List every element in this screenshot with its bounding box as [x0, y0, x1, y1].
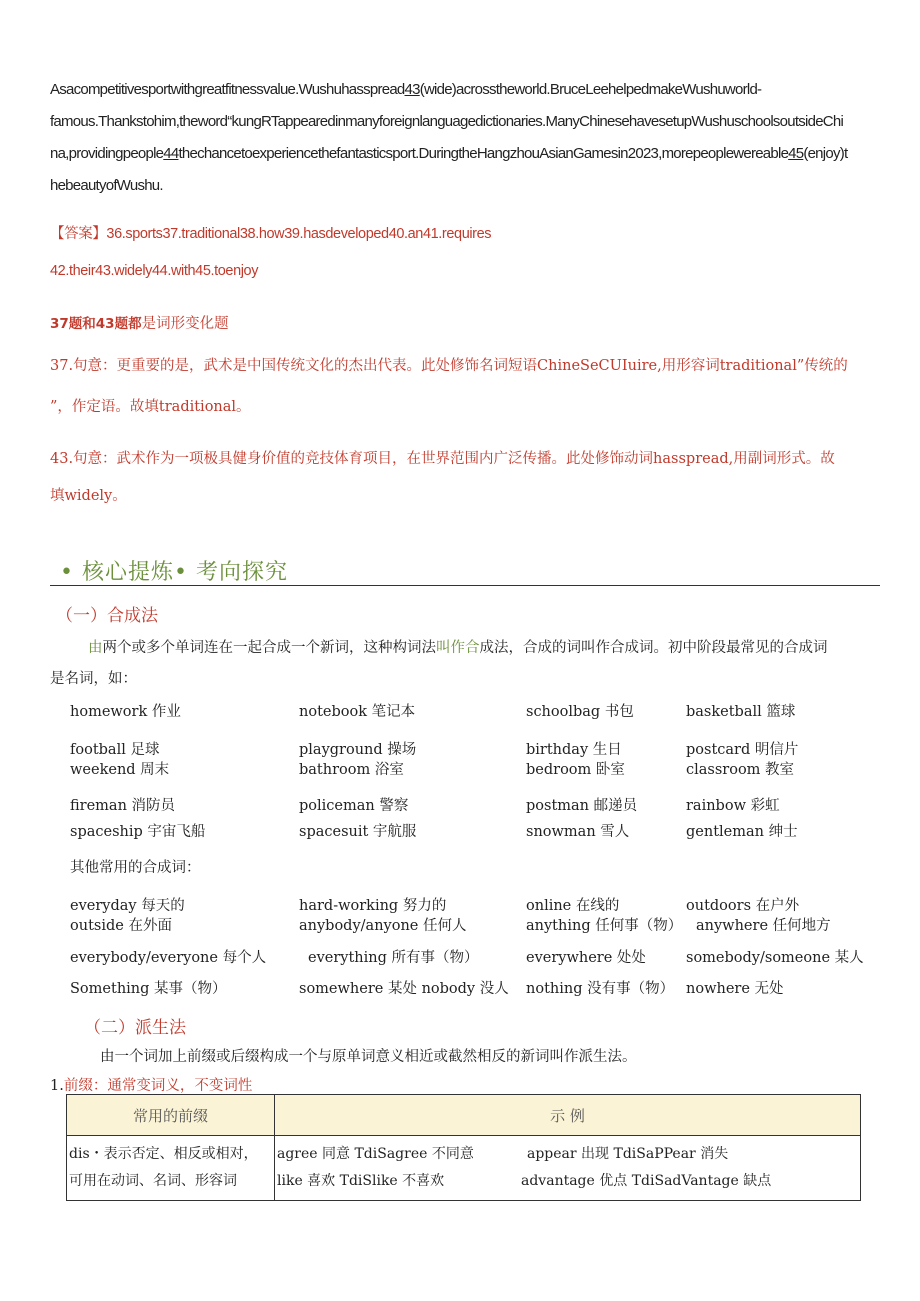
intro-text: 两个或多个单词连在一起合成一个新词，这种构词法 — [102, 640, 436, 656]
compound-word: nowhere 无处 — [686, 981, 784, 997]
other-compounds-label: 其他常用的合成词： — [70, 860, 201, 876]
passage-text: famous.Thankstohim,theword“kungRTappearedinmanyforeignlanguagedictionaries.ManyChinesehavesetupWushuschoolsoutsideChi — [50, 113, 844, 130]
note-43-line-1: 43.句意：武术作为一项极具健身价值的竞技体育项目，在世界范围内广泛传播。此处修饰动词hasspread,用副词形式。故 — [50, 451, 835, 467]
compound-word: spaceship 宇宙飞船 — [70, 824, 206, 840]
prefix-description-cell — [67, 1136, 275, 1201]
compound-word: basketball 篮球 — [686, 704, 796, 720]
compound-word: everybody/everyone 每个人 — [70, 950, 267, 966]
passage-text: (enjoy)t — [803, 145, 848, 162]
subsection-compound-title: （一）合成法 — [56, 606, 158, 626]
answer-label: 【答案】 — [50, 226, 107, 242]
compound-word: policeman 警察 — [299, 798, 409, 814]
compound-intro-line-2: 是名词，如： — [50, 671, 137, 687]
passage-text: na,providingpeople — [50, 145, 164, 162]
compound-word: outdoors 在户外 — [686, 898, 800, 914]
compound-word: schoolbag 书包 — [526, 704, 634, 720]
passage-text: Asacompetitivesportwithgreatfitnessvalue.Wushuhasspread — [50, 81, 405, 98]
notes-heading — [50, 312, 229, 333]
passage-text: (wide)acrosstheworld.BruceLeehelpedmakeWushuworld- — [419, 81, 762, 98]
intro-green-text: 叫作合 — [436, 640, 480, 656]
compound-word: homework 作业 — [70, 704, 181, 720]
prefix-examples-cell — [275, 1136, 861, 1201]
compound-word: somewhere 某处 nobody 没人 — [299, 981, 509, 997]
prefix-heading — [50, 1074, 252, 1095]
table-header-prefix: 常用的前缀 — [67, 1095, 275, 1136]
compound-word: everything 所有事（物） — [308, 950, 479, 966]
passage-line-3 — [50, 138, 880, 170]
example-item: like 喜欢 TdiSlike 不喜欢 — [277, 1173, 445, 1189]
compound-word: playground 操场 — [299, 742, 417, 758]
compound-word: Something 某事（物） — [70, 981, 227, 997]
blank-number-44: 44 — [163, 145, 179, 162]
table-row — [67, 1136, 861, 1201]
derivation-intro: 由一个词加上前缀或后缀构成一个与原单词意义相近或截然相反的新词叫作派生法。 — [100, 1049, 637, 1065]
subsection-derivation-title: （二）派生法 — [84, 1018, 186, 1038]
note-37-line-2: ”，作定语。故填traditional。 — [50, 399, 251, 415]
intro-text: 成法，合成的词叫作合成词。初中阶段最常见的合成词 — [479, 640, 828, 656]
blank-number-45: 45 — [788, 145, 804, 162]
passage-line-4: hebeautyofWushu. — [50, 177, 163, 194]
compound-word: fireman 消防员 — [70, 798, 176, 814]
passage-line-2 — [50, 106, 880, 138]
example-item: agree 同意 TdiSagree 不同意 — [277, 1146, 474, 1162]
blank-number-43: 43 — [404, 81, 420, 98]
section-title: • 核心提炼• 考向探究 — [60, 560, 288, 585]
answer-line-2: 42.their43.widely44.with45.toenjoy — [50, 263, 259, 279]
prefix-heading-number: 1. — [50, 1078, 64, 1094]
prefix-heading-text: 前缀：通常变词义，不变词性 — [63, 1078, 253, 1094]
compound-word: online 在线的 — [526, 898, 620, 914]
answer-line-1 — [50, 222, 491, 243]
compound-word: nothing 没有事（物） — [526, 981, 675, 997]
compound-word: classroom 教室 — [686, 762, 795, 778]
compound-word: birthday 生日 — [526, 742, 622, 758]
note-43-line-2: 填widely。 — [50, 488, 127, 504]
compound-word: weekend 周末 — [70, 762, 170, 778]
compound-intro-line-1 — [88, 636, 828, 657]
compound-word: spacesuit 宇航服 — [299, 824, 417, 840]
prefix-description-line: dis・表示否定、相反或相对， — [69, 1146, 258, 1162]
compound-word: anything 任何事（物） — [526, 918, 683, 934]
compound-word: anybody/anyone 任何人 — [299, 918, 467, 934]
compound-word: hard-working 努力的 — [299, 898, 447, 914]
notes-heading-bold: 37题和43题都 — [50, 316, 142, 332]
compound-word: gentleman 绅士 — [686, 824, 798, 840]
example-item: advantage 优点 TdiSadVantage 缺点 — [521, 1173, 772, 1189]
passage-line-1 — [50, 74, 880, 106]
compound-word: postcard 明信片 — [686, 742, 799, 758]
answer-text: 36.sports37.traditional38.how39.hasdeveloped40.an41.requires — [106, 226, 492, 242]
compound-word: rainbow 彩虹 — [686, 798, 780, 814]
compound-word: everywhere 处处 — [526, 950, 646, 966]
compound-word: bedroom 卧室 — [526, 762, 625, 778]
compound-word: snowman 雪人 — [526, 824, 630, 840]
example-item: appear 出现 TdiSaPPear 消失 — [527, 1146, 729, 1162]
examples-block — [277, 1141, 858, 1195]
reading-passage — [50, 74, 880, 202]
prefix-description-line: 可用在动词、名词、形容词 — [69, 1173, 237, 1189]
compound-word: bathroom 浴室 — [299, 762, 404, 778]
compound-word: notebook 笔记本 — [299, 704, 416, 720]
compound-word: outside 在外面 — [70, 918, 172, 934]
table-header-examples: 示 例 — [275, 1095, 861, 1136]
table-header-row — [67, 1095, 861, 1136]
compound-word: everyday 每天的 — [70, 898, 185, 914]
compound-word: anywhere 任何地方 — [696, 918, 831, 934]
compound-word: postman 邮递员 — [526, 798, 638, 814]
compound-word: somebody/someone 某人 — [686, 950, 864, 966]
section-divider — [50, 585, 880, 586]
note-37-line-1: 37.句意：更重要的是，武术是中国传统文化的杰出代表。此处修饰名词短语ChineSeCUIuire,用形容词traditional”传统的 — [50, 358, 848, 374]
prefix-table — [66, 1094, 861, 1201]
intro-green-text: 由 — [88, 640, 103, 656]
compound-word: football 足球 — [70, 742, 160, 758]
notes-heading-rest: 是词形变化题 — [141, 316, 229, 332]
passage-text: thechancetoexperiencethefantasticsport.DuringtheHangzhouAsianGamesin2023,morepeoplewereable — [178, 145, 789, 162]
